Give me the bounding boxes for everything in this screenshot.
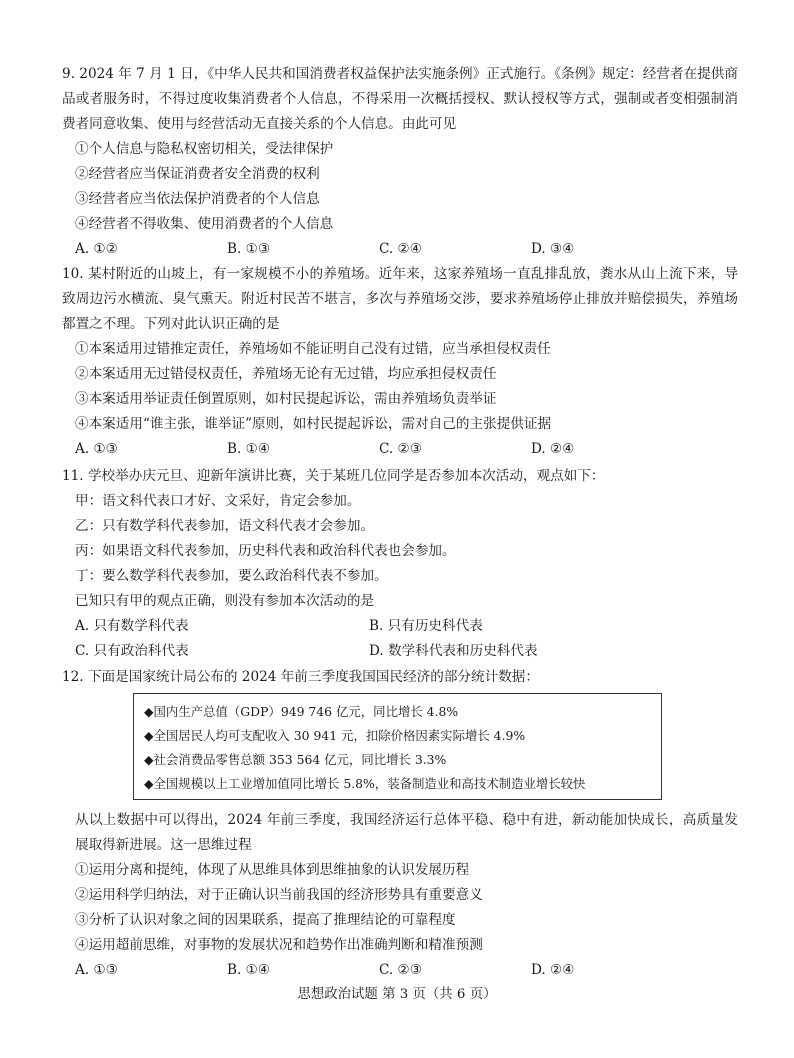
option-c: C. 只有政治科代表 (75, 643, 189, 659)
statistic-item: ◆社会消费品零售总额 353 564 亿元，同比增长 3.3% (144, 752, 447, 767)
statement: ①运用分离和提纯，体现了从思维具体到思维抽象的认识发展历程 (75, 862, 470, 878)
question-12 (62, 665, 738, 690)
option-b: B. 只有历史科代表 (369, 618, 483, 634)
option-b: B. ①④ (227, 441, 271, 457)
statement: ④本案适用“谁主张，谁举证”原则，如村民提起诉讼，需对自己的主张提供证据 (75, 416, 552, 432)
statement: ③经营者应当依法保护消费者的个人信息 (75, 191, 320, 207)
option-c: C. ②③ (379, 962, 422, 978)
question-stem: 12. 下面是国家统计局公布的 2024 年前三季度我国国民经济的部分统计数据： (62, 669, 539, 685)
statistics-box (133, 693, 662, 800)
question-stem: 10. 某村附近的山坡上，有一家规模不小的养殖场。近年来，这家养殖场一直乱排乱放，粪水从山上流下来，导致周边污水横流、臭气熏天。附近村民苦不堪言，多次与养殖场交涉，要求养殖场停止排放并赔偿损失，养殖场都置之不理。下列对此认识正确的是 (62, 266, 738, 332)
answer-options (62, 437, 738, 462)
question-10 (62, 262, 738, 462)
statement: ③本案适用举证责任倒置原则，如村民提起诉讼，需由养殖场负责举证 (75, 391, 497, 407)
answer-options-row-1 (62, 614, 738, 639)
answer-options-row-2 (62, 639, 738, 664)
option-b: B. ①③ (227, 241, 271, 257)
option-d: D. ②④ (531, 962, 575, 978)
question-stem: 11. 学校举办庆元旦、迎新年演讲比赛，关于某班几位同学是否参加本次活动，观点如下： (62, 468, 605, 484)
statement: ④运用超前思维，对事物的发展状况和趋势作出准确判断和精准预测 (75, 937, 483, 953)
viewpoint: 丙：如果语文科代表参加，历史科代表和政治科代表也会参加。 (75, 543, 456, 559)
statement: ③分析了认识对象之间的因果联系，提高了推理结论的可靠程度 (75, 912, 456, 928)
question-11 (62, 464, 738, 664)
option-c: C. ②③ (379, 441, 422, 457)
statement: ①本案适用过错推定责任，养殖场如不能证明自己没有过错，应当承担侵权责任 (75, 341, 551, 357)
statement: ②经营者应当保证消费者安全消费的权利 (75, 166, 320, 182)
question-stem: 9. 2024 年 7 月 1 日，《中华人民共和国消费者权益保护法实施条例》正式施行。《条例》规定：经营者在提供商品或者服务时，不得过度收集消费者个人信息，不得采用一次概括授权、默认授权等方式，强制或者变相强制消费者同意收集、使用与经营活动无直接关系的个人信息。由此可见 (62, 66, 738, 132)
question-conclusion: 从以上数据中可以得出，2024 年前三季度，我国经济运行总体平稳、稳中有进，新动能加快成长，高质量发展取得新进展。这一思维过程 (75, 812, 738, 853)
statistic-item: ◆全国规模以上工业增加值同比增长 5.8%，装备制造业和高技术制造业增长较快 (144, 776, 586, 791)
option-a: A. ①② (75, 241, 118, 257)
answer-options (62, 237, 738, 262)
statement: ②本案适用无过错侵权责任，养殖场无论有无过错，均应承担侵权责任 (75, 366, 497, 382)
statistic-item: ◆国内生产总值（GDP）949 746 亿元，同比增长 4.8% (144, 704, 459, 719)
option-d: D. ②④ (531, 441, 575, 457)
option-b: B. ①④ (227, 962, 271, 978)
viewpoint: 丁：要么数学科代表参加，要么政治科代表不参加。 (75, 568, 388, 584)
option-d: D. ③④ (531, 241, 575, 257)
statistic-item: ◆全国居民人均可支配收入 30 941 元，扣除价格因素实际增长 4.9% (144, 728, 526, 743)
option-a: A. ①③ (75, 441, 118, 457)
statement: ②运用科学归纳法，对于正确认识当前我国的经济形势具有重要意义 (75, 887, 483, 903)
statement: ①个人信息与隐私权密切相关，受法律保护 (75, 141, 334, 157)
option-a: A. ①③ (75, 962, 118, 978)
viewpoint: 乙：只有数学科代表参加，语文科代表才会参加。 (75, 518, 375, 534)
option-d: D. 数学科代表和历史科代表 (369, 643, 538, 659)
answer-options (75, 958, 738, 983)
page-footer: 思想政治试题 第 3 页（共 6 页） (297, 987, 497, 1002)
option-a: A. 只有数学科代表 (75, 618, 189, 634)
question-prompt: 已知只有甲的观点正确，则没有参加本次活动的是 (75, 593, 375, 609)
statement: ④经营者不得收集、使用消费者的个人信息 (75, 216, 334, 232)
viewpoint: 甲：语文科代表口才好、文采好，肯定会参加。 (75, 493, 361, 509)
question-9 (62, 62, 738, 262)
question-12-continued (75, 808, 738, 983)
option-c: C. ②④ (379, 241, 422, 257)
